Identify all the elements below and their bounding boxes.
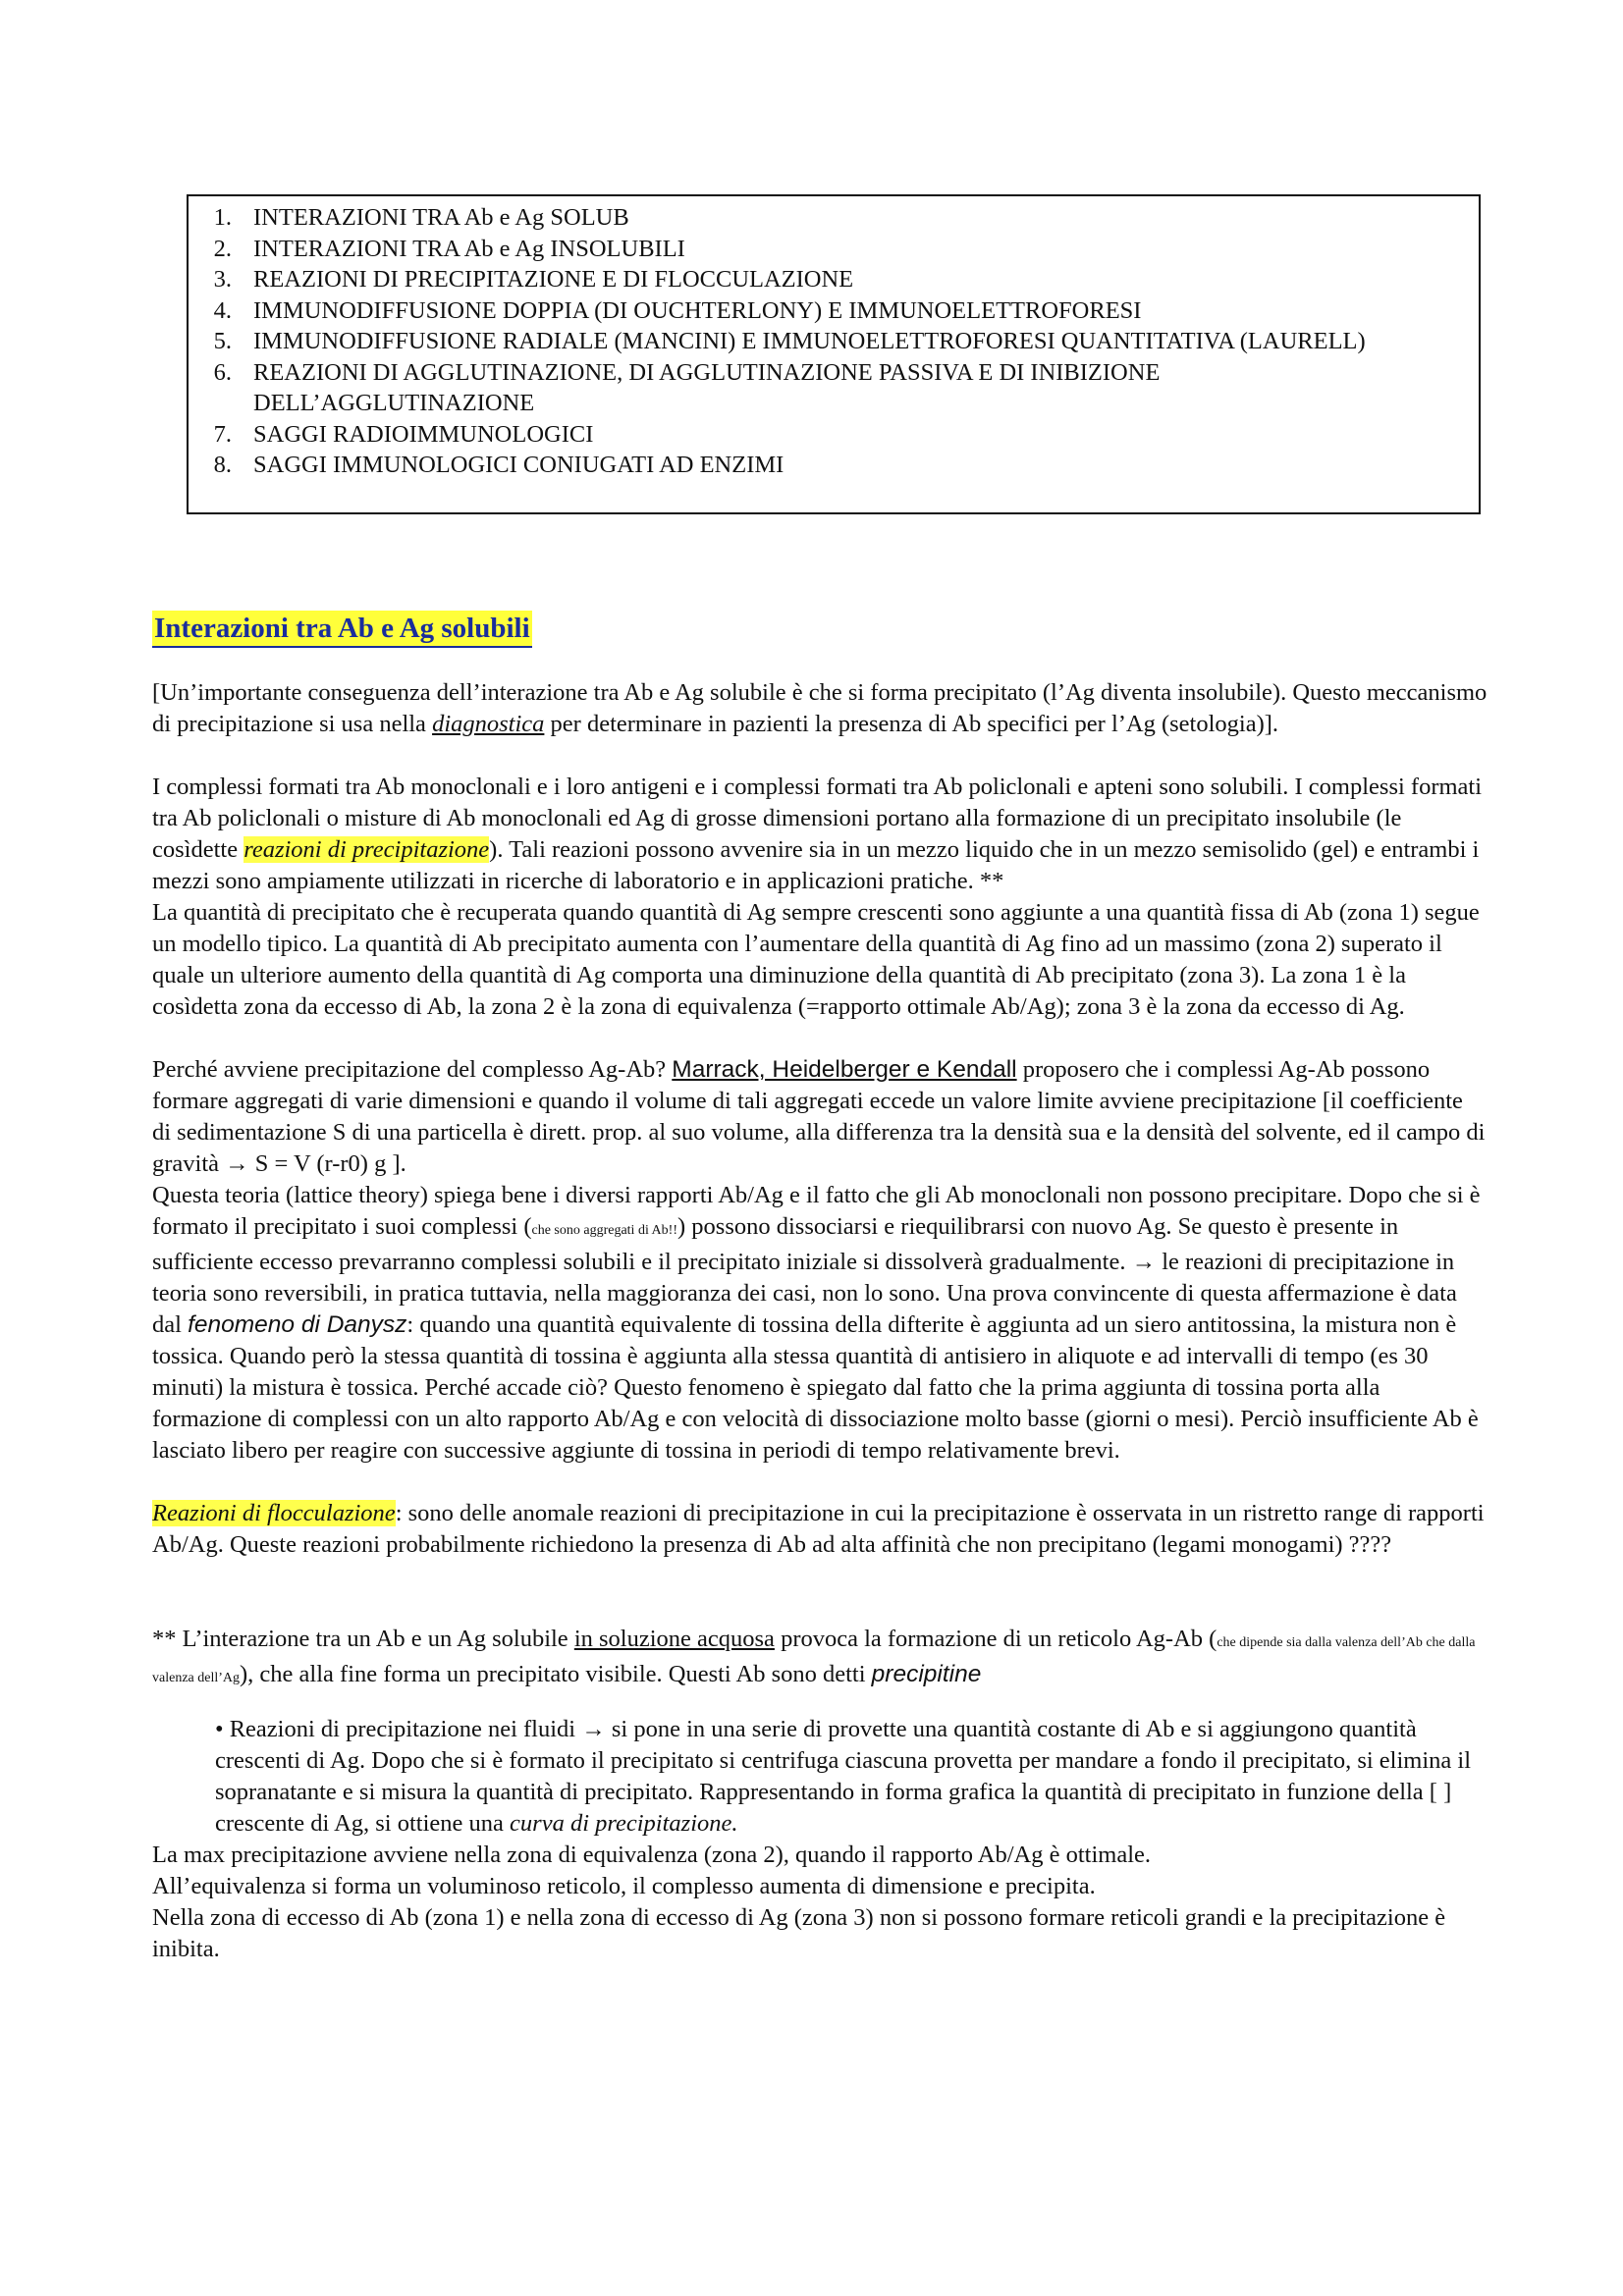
- highlight-flocculation: Reazioni di flocculazione: [152, 1500, 396, 1526]
- paragraph-why: Perché avviene precipitazione del complesso Ag-Ab? Marrack, Heidelberger e Kendall proposero che i complessi Ag-Ab possono formare aggregati di varie dimensioni e quando il volume di tali aggregati eccede un valore limite avviene precipitazione [il coefficiente di sedimentazione S di una particella è dirett. prop. al suo volume, alla differenza tra la densità sua e la densità del solvente, ed il campo di gravità → S = V (r-r0) g ].: [152, 1056, 1486, 1177]
- paragraph-max: La max precipitazione avviene nella zona di equivalenza (zona 2), quando il rapporto Ab/Ag è ottimale.: [152, 1842, 1152, 1868]
- toc-item: 6. REAZIONI DI AGGLUTINAZIONE, DI AGGLUTINAZIONE PASSIVA E DI INIBIZIONE DELL’AGGLUTINAZIONE: [213, 358, 1161, 416]
- authors-names: Marrack, Heidelberger e Kendall: [672, 1056, 1017, 1083]
- highlight-precipitation: reazioni di precipitazione: [243, 836, 490, 863]
- toc-item: 4. IMMUNODIFFUSIONE DOPPIA (DI OUCHTERLONY) E IMMUNOELETTROFORESI: [213, 296, 1142, 324]
- paragraph-flocculation: Reazioni di flocculazione: sono delle anomale reazioni di precipitazione in cui la precipitazione è osservata in un ristretto range di rapporti Ab/Ag. Queste reazioni probabilmente richiedono la presenza di Ab ad alta affinità che non precipitano (legami monogami) ????: [152, 1500, 1485, 1558]
- keyword-diagnostica: diagnostica: [432, 711, 545, 737]
- table-of-contents: [187, 194, 1481, 514]
- paragraph-equivalence: All’equivalenza si forma un voluminoso reticolo, il complesso aumenta di dimensione e precipita.: [152, 1873, 1096, 1899]
- toc-item: 1. INTERAZIONI TRA Ab e Ag SOLUB: [213, 204, 629, 231]
- paragraph-note: ** L’interazione tra un Ab e un Ag solubile in soluzione acquosa provoca la formazione di un reticolo Ag-Ab (che dipende sia dalla valenza dell’Ab che dalla valenza dell’Ag), che alla fine forma un precipitato visibile. Questi Ab sono detti precipitine: [152, 1626, 1476, 1687]
- danysz-phenomenon: fenomeno di Danysz: [188, 1311, 407, 1338]
- paragraph-zones: La quantità di precipitato che è recuperata quando quantità di Ag sempre crescenti sono aggiunte a una quantità fissa di Ab (zona 1) segue un modello tipico. La quantità di Ab precipitato aumenta con l’aumentare della quantità di Ag fino ad un massimo (zona 2) superato il quale un ulteriore aumento della quantità di Ag comporta una diminuzione della quantità di Ab precipitato (zona 3). La zona 1 è la cosìdetta zona da eccesso di Ab, la zona 2 è la zona di equivalenza (=rapporto ottimale Ab/Ag); zona 3 è la zona da eccesso di Ag.: [152, 899, 1480, 1020]
- toc-item: 7. SAGGI RADIOIMMUNOLOGICI: [213, 420, 594, 448]
- toc-item: 5. IMMUNODIFFUSIONE RADIALE (MANCINI) E IMMUNOELETTROFORESI QUANTITATIVA (LAURELL): [213, 328, 1366, 354]
- paragraph-complexes: I complessi formati tra Ab monoclonali e i loro antigeni e i complessi formati tra Ab policlonali e apteni sono solubili. I complessi formati tra Ab policlonali o misture di Ab monoclonali ed Ag di grosse dimensioni portano alla formazione di un precipitato insolubile (le cosìdette reazioni di precipitazione). Tali reazioni possono avvenire sia in un mezzo liquido che in un mezzo semisolido (gel) e entrambi i mezzi sono ampiamente utilizzati in ricerche di laboratorio e in applicazioni pratiche. **: [152, 774, 1483, 894]
- paragraph-intro: [Un’importante conseguenza dell’interazione tra Ab e Ag solubile è che si forma precipitato (l’Ag diventa insolubile). Questo meccanismo di precipitazione si usa nella diagnostica per determinare in pazienti la presenza di Ab specifici per l’Ag (setologia)].: [152, 679, 1488, 737]
- toc-item: 8. SAGGI IMMUNOLOGICI CONIUGATI AD ENZIMI: [213, 452, 784, 478]
- body-text: [152, 677, 1488, 1965]
- toc-item: 3. REAZIONI DI PRECIPITAZIONE E DI FLOCCULAZIONE: [213, 266, 854, 293]
- section-heading: Interazioni tra Ab e Ag solubili: [152, 611, 532, 648]
- paragraph-fluids: • Reazioni di precipitazione nei fluidi → si pone in una serie di provette una quantità costante di Ab e si aggiungono quantità crescenti di Ag. Dopo che si è formato il precipitato si centrifuga ciascuna provetta per mandare a fondo il precipitato, si elimina il sopranatante e si misura la quantità di precipitato. Rappresentando in forma grafica la quantità di precipitato in funzione della [ ] crescente di Ag, si ottiene una curva di precipitazione.: [215, 1716, 1472, 1837]
- toc-item: 2. INTERAZIONI TRA Ab e Ag INSOLUBILI: [213, 235, 685, 262]
- paragraph-excess: Nella zona di eccesso di Ab (zona 1) e nella zona di eccesso di Ag (zona 3) non si possono formare reticoli grandi e la precipitazione è inibita.: [152, 1904, 1446, 1962]
- paragraph-lattice: Questa teoria (lattice theory) spiega bene i diversi rapporti Ab/Ag e il fatto che gli Ab monoclonali non possono precipitare. Dopo che si è formato il precipitato i suoi complessi (che sono aggregati di Ab!!) possono dissociarsi e riequilibrarsi con nuovo Ag. Se questo è presente in sufficiente eccesso prevarranno complessi solubili e il precipitato iniziale si dissolverà gradualmente. → le reazioni di precipitazione in teoria sono reversibili, in pratica tuttavia, nella maggioranza dei casi, non lo sono. Una prova convincente di questa affermazione è data dal fenomeno di Danysz: quando una quantità equivalente di tossina della difterite è aggiunta ad un siero antitossina, la mistura non è tossica. Quando però la stessa quantità di tossina è aggiunta alla stessa quantità di antisiero in aliquote e ad intervalli di tempo (es 30 minuti) la mistura è tossica. Perché accade ciò? Questo fenomeno è spiegato dal fatto che la prima aggiunta di tossina porta alla formazione di complessi con un alto rapporto Ab/Ag e con velocità di dissociazione molto basse (giorni o mesi). Perciò insufficiente Ab è lasciato libero per reagire con successive aggiunte di tossina in periodi di tempo relativamente brevi.: [152, 1182, 1481, 1464]
- precipitine-term: precipitine: [871, 1661, 982, 1687]
